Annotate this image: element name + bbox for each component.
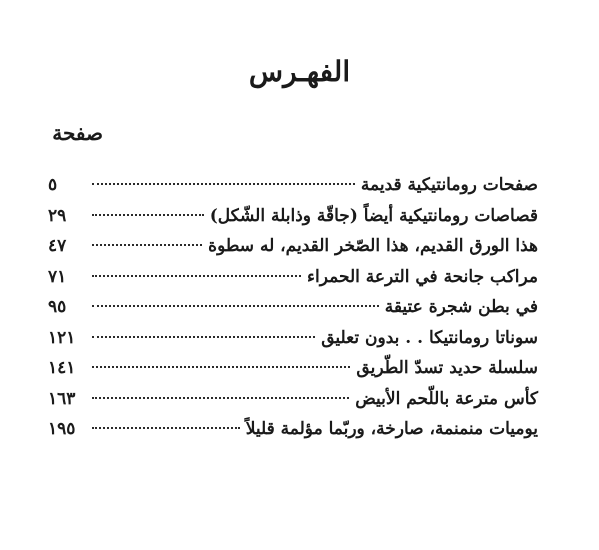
- toc-entry-page: ١٢١: [48, 327, 76, 348]
- toc-entry-title: سلسلة حديد تسدّ الطّريق: [356, 358, 538, 378]
- toc-entry-title: في بطن شجرة عتيقة: [384, 297, 538, 317]
- dot-leader: [92, 397, 349, 399]
- toc-entry: [48, 292, 538, 323]
- dot-leader: [92, 183, 355, 185]
- toc-entry-page: ٥: [48, 175, 58, 195]
- toc-entry-page: ٧١: [48, 266, 67, 287]
- toc-entry-page: ٩٥: [48, 297, 67, 317]
- toc-entry-title: يوميات منمنمة، صارخة، وربّما مؤلمة قليلاً: [245, 419, 538, 439]
- dot-leader: [92, 336, 315, 338]
- toc-entry-page: ١٦٣: [48, 388, 76, 409]
- toc-entry: [48, 201, 538, 232]
- dot-leader: [92, 366, 350, 368]
- toc-entry: [48, 170, 538, 201]
- page-title: الفهـرس: [248, 55, 351, 88]
- page-column-label: صفحة: [52, 121, 103, 145]
- dot-leader: [92, 214, 204, 216]
- toc-entry-page: ٢٩: [48, 205, 67, 226]
- dot-leader: [92, 275, 301, 277]
- toc-entry-page: ١٩٥: [48, 419, 76, 439]
- toc-entry: [48, 384, 538, 415]
- toc-entry: [48, 323, 538, 354]
- toc-entry-title: كأس مترعة باللّحم الأبيض: [355, 388, 538, 409]
- toc-entry-page: ٤٧: [48, 236, 67, 256]
- toc-entry: [48, 262, 538, 293]
- toc-entry: [48, 414, 538, 445]
- toc-entry-title: هذا الورق القديم، هذا الصّخر القديم، له سطوة: [208, 236, 538, 256]
- dot-leader: [92, 305, 379, 307]
- toc-entry-title: مراكب جانحة في الترعة الحمراء: [307, 266, 538, 287]
- toc-entry-title: سوناتا رومانتيكا . . بدون تعليق: [321, 327, 538, 348]
- table-of-contents: [48, 170, 538, 445]
- toc-entry-title: صفحات رومانتيكية قديمة: [360, 175, 538, 195]
- toc-entry: [48, 231, 538, 262]
- toc-entry-title: قصاصات رومانتيكية أيضاً (جاقّة وذابلة الشّكل): [209, 205, 538, 226]
- dot-leader: [92, 244, 202, 246]
- toc-entry-page: ١٤١: [48, 358, 76, 378]
- dot-leader: [92, 427, 240, 429]
- toc-entry: [48, 353, 538, 384]
